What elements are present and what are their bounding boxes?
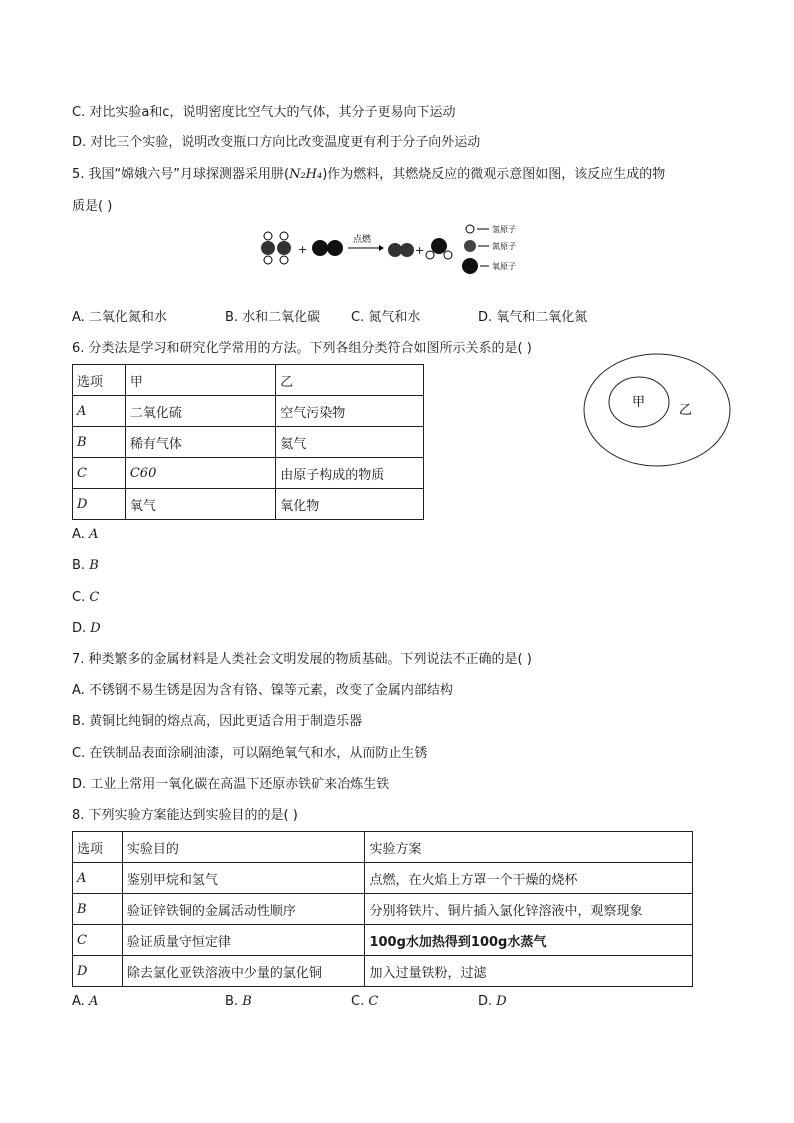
q7-option-c: C. 在铁制品表面涂刷油漆，可以隔绝氧气和水，从而防止生锈 xyxy=(72,746,428,761)
table-cell: 除去氯化亚铁溶液中少量的氯化铜 xyxy=(122,956,365,987)
table-cell: D xyxy=(73,489,126,520)
table-header-row xyxy=(73,832,693,863)
table-cell: 鉴别甲烷和氢气 xyxy=(122,863,365,894)
oxygen-molecule xyxy=(312,240,343,256)
header-cell: 选项 xyxy=(73,832,123,863)
table-cell: 氦气 xyxy=(276,427,424,458)
venn-outer-label: 乙 xyxy=(679,403,693,418)
q8-table xyxy=(72,831,693,987)
table-header-row xyxy=(73,365,424,396)
header-cell: 选项 xyxy=(73,365,126,396)
atom-legend xyxy=(462,224,516,274)
q8-stem: 8. 下列实验方案能达到实验目的的是( ) xyxy=(72,808,298,823)
table-row xyxy=(73,396,424,427)
header-cell: 实验目的 xyxy=(122,832,365,863)
table-row xyxy=(73,863,693,894)
q5-option-c: C. 氮气和水 xyxy=(351,310,421,325)
table-cell: B xyxy=(73,894,123,925)
venn-diagram xyxy=(580,350,736,470)
q5-formula: N₂H₄ xyxy=(289,167,323,182)
q6-table xyxy=(72,364,424,520)
q4-option-c: C. 对比实验a和c，说明密度比空气大的气体，其分子更易向下运动 xyxy=(72,105,456,120)
hydrazine-molecule xyxy=(261,232,291,264)
q6-option-b: B. B xyxy=(72,558,99,573)
q7-option-a: A. 不锈钢不易生锈是因为含有铬、镍等元素，改变了金属内部结构 xyxy=(72,683,453,698)
header-cell: 甲 xyxy=(125,365,275,396)
q5-stem xyxy=(72,166,665,184)
venn-inner-label: 甲 xyxy=(632,395,646,410)
q6-stem: 6. 分类法是学习和研究化学常用的方法。下列各组分类符合如图所示关系的是( ) xyxy=(72,341,532,356)
water-molecule xyxy=(426,238,452,259)
table-cell: 空气污染物 xyxy=(276,396,424,427)
q6-option-a: A. A xyxy=(72,527,99,542)
arrow-label: 点燃 xyxy=(353,235,372,245)
table-cell: 氧气 xyxy=(125,489,275,520)
q8-option-d: D. D xyxy=(478,994,507,1009)
q7-option-d: D. 工业上常用一氧化碳在高温下还原赤铁矿来冶炼生铁 xyxy=(72,777,390,792)
q5-option-b: B. 水和二氧化碳 xyxy=(225,310,321,325)
legend-oxygen: 氧原子 xyxy=(492,262,516,271)
table-cell: 由原子构成的物质 xyxy=(276,458,424,489)
table-cell: C60 xyxy=(125,458,275,489)
reaction-diagram xyxy=(256,220,546,278)
table-cell: A xyxy=(73,396,126,427)
table-cell: 100g水加热得到100g水蒸气 xyxy=(365,925,693,956)
table-cell: D xyxy=(73,956,123,987)
q8-option-b: B. B xyxy=(225,994,252,1009)
plus-sign-2: + xyxy=(415,244,425,257)
table-row xyxy=(73,956,693,987)
q5-stem-post: )作为燃料，其燃烧反应的微观示意图如图，该反应生成的物 xyxy=(322,167,666,182)
table-cell: 点燃，在火焰上方罩一个干燥的烧杯 xyxy=(365,863,693,894)
table-cell: 氧化物 xyxy=(276,489,424,520)
header-cell: 实验方案 xyxy=(365,832,693,863)
q6-option-d: D. D xyxy=(72,621,101,636)
q4-option-d: D. 对比三个实验，说明改变瓶口方向比改变温度更有利于分子向外运动 xyxy=(72,135,481,150)
table-row xyxy=(73,925,693,956)
table-cell: A xyxy=(73,863,123,894)
q5-option-d: D. 氧气和二氧化氮 xyxy=(478,310,588,325)
table-cell: B xyxy=(73,427,126,458)
q5-stem-pre: 5. 我国“嫦娥六号”月球探测器采用肼( xyxy=(72,167,290,182)
q5-stem-line2: 质是( ) xyxy=(72,199,113,214)
table-cell: 二氧化硫 xyxy=(125,396,275,427)
table-cell: C xyxy=(73,925,123,956)
table-cell: 验证质量守恒定律 xyxy=(122,925,365,956)
header-cell: 乙 xyxy=(276,365,424,396)
table-cell: C xyxy=(73,458,126,489)
q6-option-c: C. C xyxy=(72,590,100,605)
q7-stem: 7. 种类繁多的金属材料是人类社会文明发展的物质基础。下列说法不正确的是( ) xyxy=(72,652,532,667)
table-cell: 加入过量铁粉，过滤 xyxy=(365,956,693,987)
q7-option-b: B. 黄铜比纯铜的熔点高，因此更适合用于制造乐器 xyxy=(72,714,363,729)
table-cell: 验证锌铁铜的金属活动性顺序 xyxy=(122,894,365,925)
nitrogen-molecule xyxy=(388,243,414,257)
q5-option-a: A. 二氧化氮和水 xyxy=(72,310,167,325)
reaction-arrow xyxy=(348,245,384,251)
table-cell: 分别将铁片、铜片插入氯化锌溶液中，观察现象 xyxy=(365,894,693,925)
table-row xyxy=(73,489,424,520)
table-row xyxy=(73,894,693,925)
table-cell: 稀有气体 xyxy=(125,427,275,458)
legend-hydrogen: 氢原子 xyxy=(492,225,516,234)
table-row xyxy=(73,458,424,489)
legend-nitrogen: 氮原子 xyxy=(492,242,516,251)
q8-option-a: A. A xyxy=(72,994,99,1009)
plus-sign-1: + xyxy=(298,243,308,256)
q8-option-c: C. C xyxy=(351,994,379,1009)
table-row xyxy=(73,427,424,458)
